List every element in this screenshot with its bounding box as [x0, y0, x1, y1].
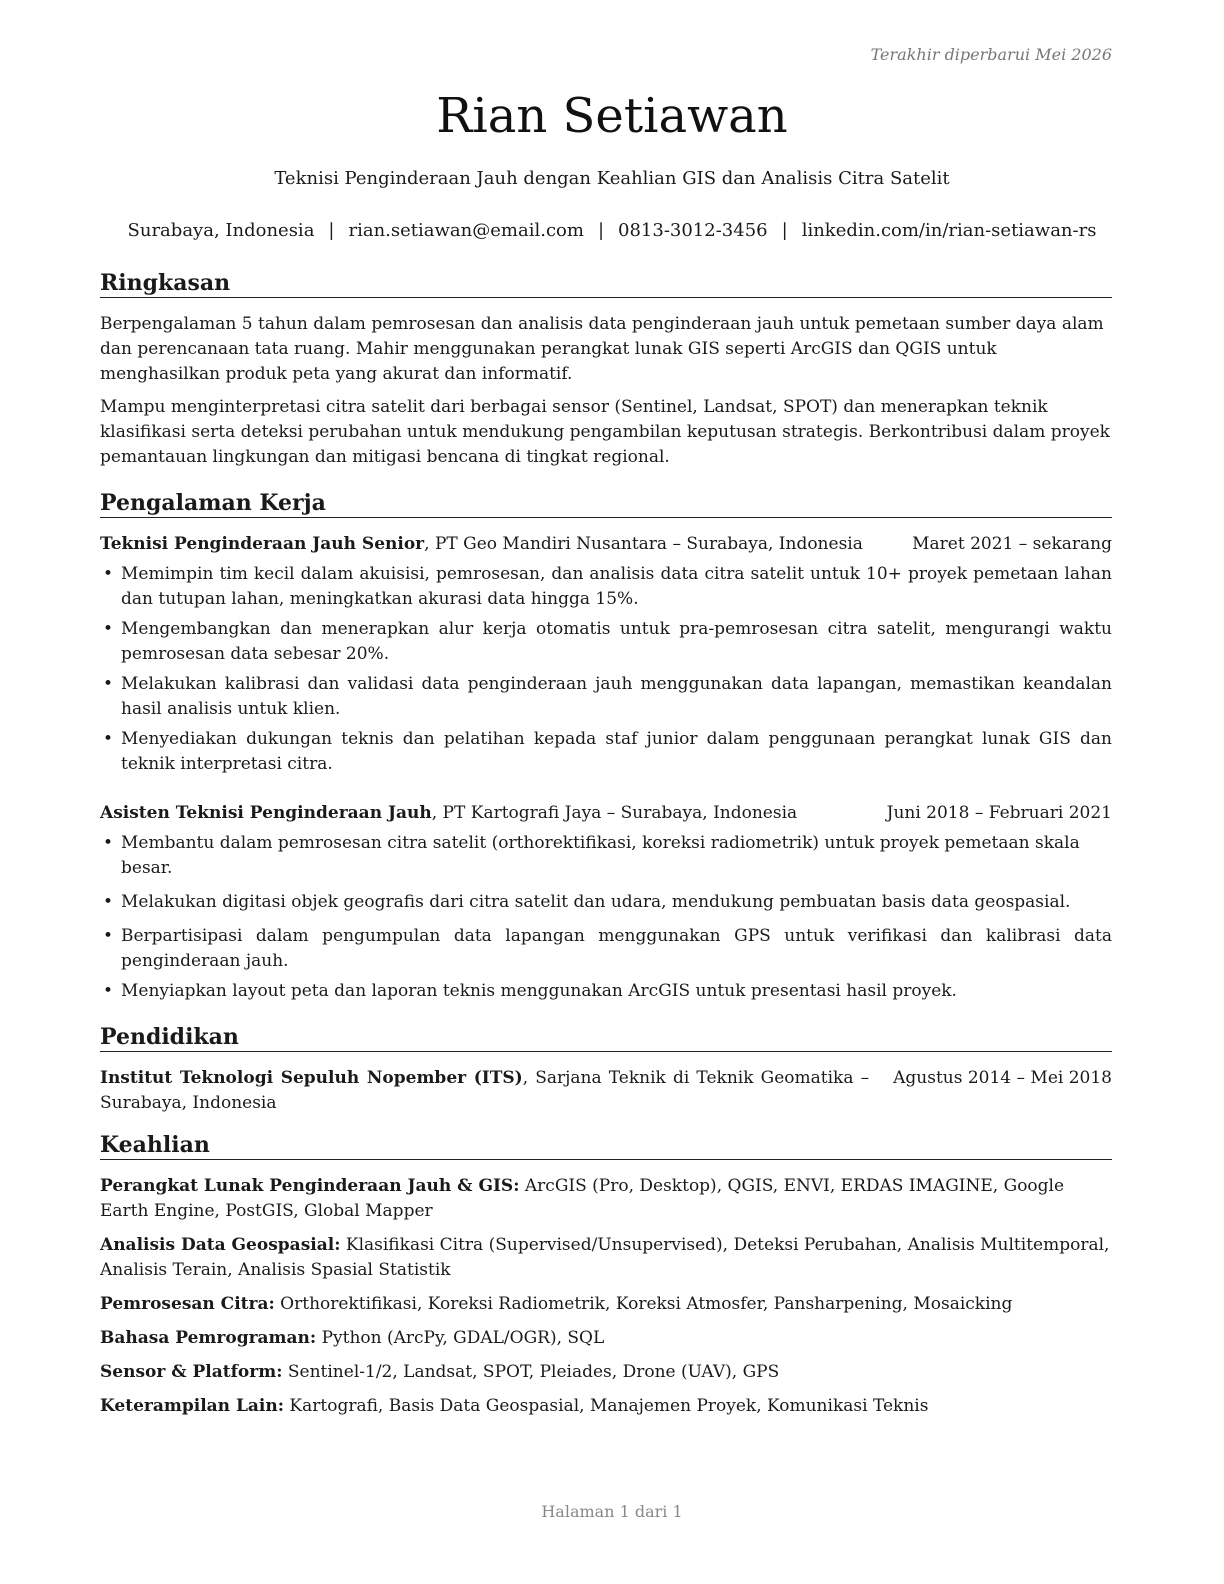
skill-value: Klasifikasi Citra (Supervised/Unsupervised), Deteksi Perubahan, Analisis Multitemporal, Analisis Terain, Analisis Spasial Statistik — [100, 1235, 1110, 1280]
education-section — [100, 1024, 1112, 1116]
list-item: • Melakukan kalibrasi dan validasi data penginderaan jauh menggunakan data lapangan, memastikan keandalan hasil analisis untuk klien. — [100, 672, 1112, 722]
tagline: Teknisi Penginderaan Jauh dengan Keahlian GIS dan Analisis Citra Satelit — [274, 168, 950, 189]
skill-value: Orthorektifikasi, Koreksi Radiometrik, Koreksi Atmosfer, Pansharpening, Mosaicking — [274, 1294, 1013, 1314]
education-dates: Agustus 2014 – Mei 2018 — [893, 1068, 1112, 1088]
job-bullets — [100, 831, 1112, 1004]
contact-email[interactable]: rian.setiawan@email.com — [348, 220, 584, 241]
job-dates: Juni 2018 – Februari 2021 — [886, 803, 1112, 823]
skill-item — [100, 1394, 1112, 1419]
skill-label: Keterampilan Lain: — [100, 1396, 285, 1416]
job-entry — [100, 532, 1112, 777]
summary-paragraph: Berpengalaman 5 tahun dalam pemrosesan dan analisis data penginderaan jauh untuk pemetaan sumber daya alam dan perencanaan tata ruang. Mahir menggunakan perangkat lunak GIS seperti ArcGIS dan QGIS untuk menghasilkan produk peta yang akurat dan informatif. — [100, 314, 1104, 384]
separator: | — [328, 220, 335, 241]
skills-section — [100, 1132, 1112, 1419]
skill-label: Sensor & Platform: — [100, 1362, 283, 1382]
skill-label: Analisis Data Geospasial: — [100, 1235, 341, 1255]
skill-item — [100, 1360, 1112, 1385]
separator: | — [597, 220, 605, 241]
section-title: Ringkasan — [100, 270, 1112, 298]
skill-value: Sentinel-1/2, Landsat, SPOT, Pleiades, Drone (UAV), GPS — [282, 1362, 780, 1382]
skill-item — [100, 1326, 1112, 1351]
list-item: • Berpartisipasi dalam pengumpulan data lapangan menggunakan GPS untuk verifikasi dan kalibrasi data penginderaan jauh. — [100, 924, 1112, 974]
contact-phone: 0813-3012-3456 — [618, 220, 768, 241]
job-title-line — [100, 532, 863, 557]
separator: | — [781, 220, 788, 241]
section-title: Keahlian — [100, 1132, 1112, 1160]
skill-label: Pemrosesan Citra: — [100, 1294, 275, 1314]
contact-location: Surabaya, Indonesia — [127, 220, 315, 241]
list-item: • Menyediakan dukungan teknis dan pelatihan kepada staf junior dalam penggunaan perangkat lunak GIS dan teknik interpretasi citra. — [100, 727, 1112, 777]
job-entry — [100, 801, 1112, 1004]
list-item: • Melakukan digitasi objek geografis dari citra satelit dan udara, mendukung pembuatan basis data geospasial. — [100, 890, 1112, 915]
candidate-name: Rian Setiawan — [436, 88, 788, 144]
page-number: Halaman 1 dari 1 — [541, 1502, 683, 1521]
education-entry — [100, 1066, 1112, 1116]
summary-paragraph: Mampu menginterpretasi citra satelit dari berbagai sensor (Sentinel, Landsat, SPOT) dan menerapkan teknik klasifikasi serta deteksi perubahan untuk mendukung pengambilan keputusan strategis. Berkontribusi dalam proyek pemantauan lingkungan dan mitigasi bencana di tingkat regional. — [100, 397, 1110, 467]
contact-line — [0, 220, 1224, 241]
job-role: Asisten Teknisi Penginderaan Jauh — [100, 803, 432, 823]
skill-value: Kartografi, Basis Data Geospasial, Manajemen Proyek, Komunikasi Teknis — [284, 1396, 929, 1416]
resume-content — [100, 270, 1112, 1428]
job-header — [100, 532, 1112, 557]
list-item: • Menyiapkan layout peta dan laporan teknis menggunakan ArcGIS untuk presentasi hasil proyek. — [100, 979, 1112, 1004]
education-line — [100, 1066, 893, 1116]
section-title: Pendidikan — [100, 1024, 1112, 1052]
skill-label: Perangkat Lunak Penginderaan Jauh & GIS: — [100, 1176, 520, 1196]
job-dates: Maret 2021 – sekarang — [912, 534, 1112, 554]
skill-item — [100, 1174, 1112, 1224]
school-name: Institut Teknologi Sepuluh Nopember (ITS) — [100, 1068, 523, 1088]
section-title: Pengalaman Kerja — [100, 490, 1112, 518]
list-item: • Memimpin tim kecil dalam akuisisi, pemrosesan, dan analisis data citra satelit untuk 10+ proyek pemetaan lahan dan tutupan lahan, meningkatkan akurasi data hingga 15%. — [100, 562, 1112, 612]
job-role: Teknisi Penginderaan Jauh Senior — [100, 534, 425, 554]
degree: , Sarjana Teknik di Teknik Geomatika – Surabaya, Indonesia — [100, 1068, 870, 1113]
last-updated: Terakhir diperbarui Mei 2026 — [870, 45, 1112, 64]
skill-item — [100, 1292, 1112, 1317]
skill-value: ArcGIS (Pro, Desktop), QGIS, ENVI, ERDAS IMAGINE, Google Earth Engine, PostGIS, Global Mapper — [100, 1176, 1065, 1221]
contact-linkedin[interactable]: linkedin.com/in/rian-setiawan-rs — [801, 220, 1097, 241]
skill-label: Bahasa Pemrograman: — [100, 1328, 317, 1348]
job-header — [100, 801, 1112, 826]
skill-item — [100, 1233, 1112, 1283]
job-bullets — [100, 562, 1112, 777]
job-org: , PT Geo Mandiri Nusantara – Surabaya, Indonesia — [424, 534, 863, 554]
job-title-line — [100, 801, 797, 826]
summary-section — [100, 270, 1112, 470]
list-item: • Membantu dalam pemrosesan citra satelit (orthorektifikasi, koreksi radiometrik) untuk proyek pemetaan skala besar. — [100, 831, 1112, 881]
skill-value: Python (ArcPy, GDAL/OGR), SQL — [316, 1328, 605, 1348]
job-org: , PT Kartografi Jaya – Surabaya, Indonesia — [431, 803, 798, 823]
list-item: • Mengembangkan dan menerapkan alur kerja otomatis untuk pra-pemrosesan citra satelit, mengurangi waktu pemrosesan data sebesar 20%. — [100, 617, 1112, 667]
experience-section — [100, 490, 1112, 1004]
